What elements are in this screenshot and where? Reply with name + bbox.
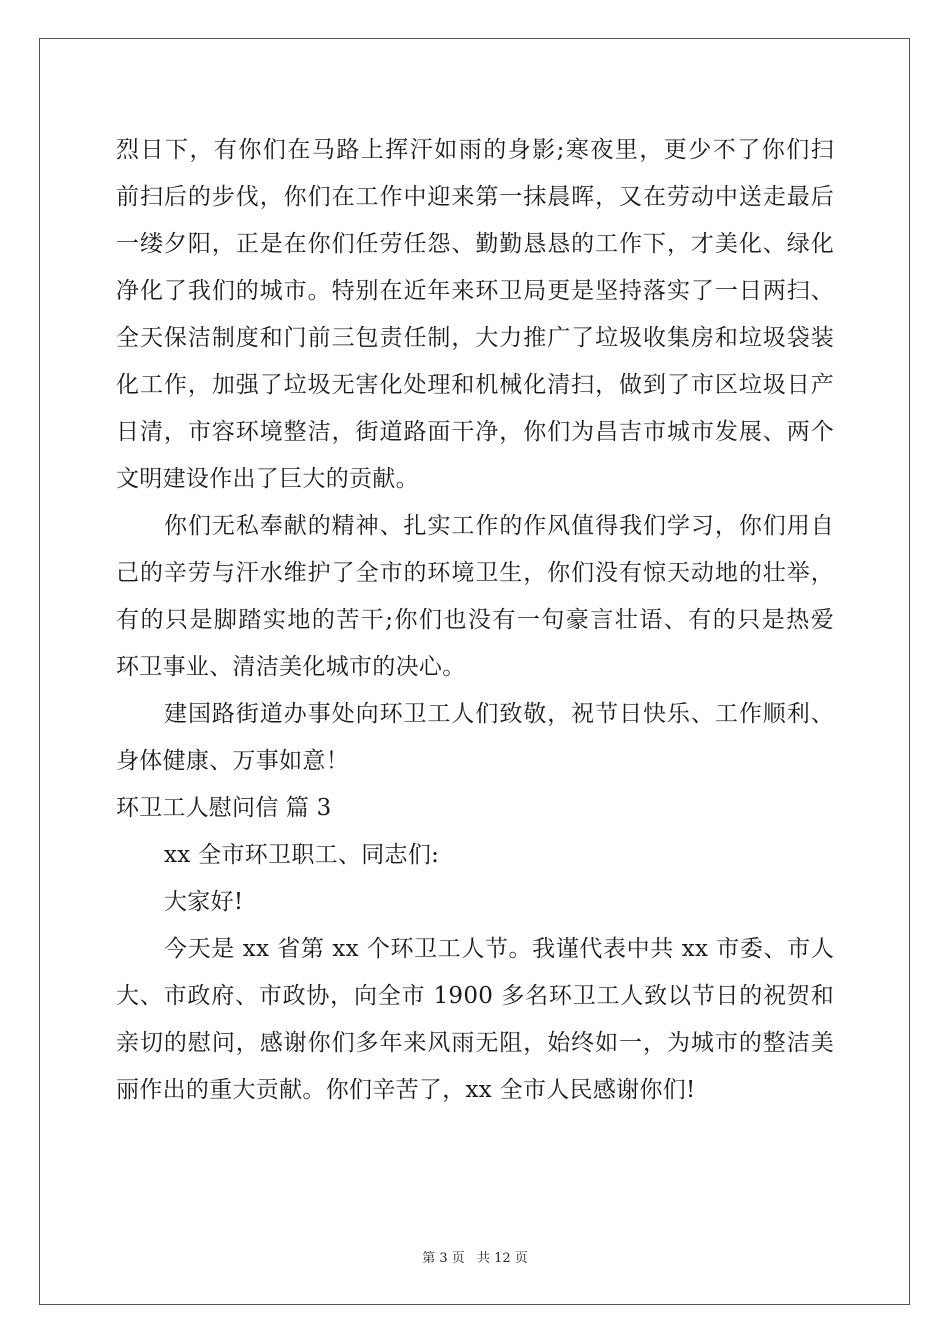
document-body bbox=[116, 127, 834, 1114]
page-footer bbox=[0, 1247, 950, 1266]
text-line: 化工作，加强了垃圾无害化处理和机械化清扫，做到了市区垃圾日产 bbox=[116, 372, 834, 398]
text-line: 大、市政府、市政协，向全市 1900 多名环卫工人致以节日的祝贺和 bbox=[116, 983, 834, 1009]
page-number: 第 3 页 bbox=[422, 1251, 465, 1266]
text-line: 文明建设作出了巨大的贡献。 bbox=[116, 466, 419, 492]
paragraph-start-line: 建国路街道办事处向环卫工人们致敬，祝节日快乐、工作顺利、 bbox=[164, 701, 834, 727]
text-line: 烈日下，有你们在马路上挥汗如雨的身影;寒夜里，更少不了你们扫 bbox=[116, 137, 834, 163]
text-line: 环卫事业、清洁美化城市的决心。 bbox=[116, 654, 466, 680]
text-line: 有的只是脚踏实地的苦干;你们也没有一句豪言壮语、有的只是热爱 bbox=[116, 607, 834, 633]
paragraph-start-line: 今天是 xx 省第 xx 个环卫工人节。我谨代表中共 xx 市委、市人 bbox=[164, 936, 834, 962]
salutation-line: xx 全市环卫职工、同志们: bbox=[164, 842, 440, 868]
text-line: 日清，市容环境整洁，街道路面干净，你们为昌吉市城市发展、两个 bbox=[116, 419, 834, 445]
text-line: 一缕夕阳，正是在你们任劳任怨、勤勤恳恳的工作下，才美化、绿化 bbox=[116, 231, 834, 257]
text-line: 丽作出的重大贡献。你们辛苦了，xx 全市人民感谢你们! bbox=[116, 1077, 696, 1103]
text-line: 净化了我们的城市。特别在近年来环卫局更是坚持落实了一日两扫、 bbox=[116, 278, 834, 304]
page-total: 共 12 页 bbox=[476, 1251, 528, 1266]
section-heading: 环卫工人慰问信 篇 3 bbox=[116, 795, 332, 821]
greeting-line: 大家好! bbox=[164, 889, 244, 915]
text-line: 全天保洁制度和门前三包责任制，大力推广了垃圾收集房和垃圾袋装 bbox=[116, 325, 834, 351]
paragraph-start-line: 你们无私奉献的精神、扎实工作的作风值得我们学习，你们用自 bbox=[164, 513, 834, 539]
text-line: 身体健康、万事如意！ bbox=[116, 748, 349, 774]
text-line: 己的辛劳与汗水维护了全市的环境卫生，你们没有惊天动地的壮举， bbox=[116, 560, 834, 586]
text-line: 亲切的慰问，感谢你们多年来风雨无阻，始终如一，为城市的整洁美 bbox=[116, 1030, 834, 1056]
text-line: 前扫后的步伐，你们在工作中迎来第一抹晨晖，又在劳动中送走最后 bbox=[116, 184, 834, 210]
